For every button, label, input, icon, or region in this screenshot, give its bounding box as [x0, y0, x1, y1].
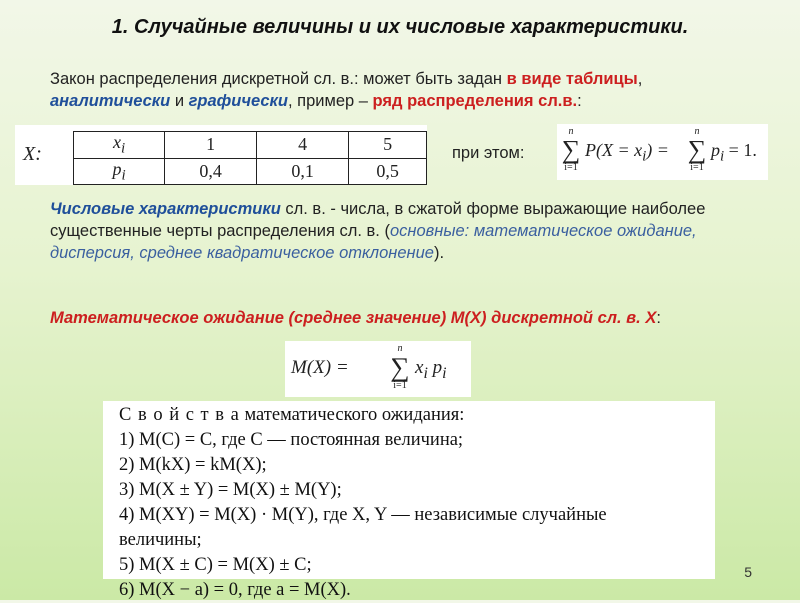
table-row-head-x: $x_i$ — [74, 132, 165, 159]
numchar-close: ). — [433, 244, 445, 262]
intro-analytic-phrase: аналитически — [50, 92, 171, 110]
properties-heading — [119, 403, 715, 428]
property-item: величины; — [119, 530, 202, 550]
distribution-table — [73, 131, 427, 185]
mx-lhs: M(X) = — [291, 357, 349, 378]
mx-sum-top: n — [397, 343, 403, 354]
properties-heading-rest: математического ожидания: — [239, 405, 465, 425]
property-item: 6) M(X − a) = 0, где a = M(X). — [119, 580, 351, 600]
table-var-label: X: — [23, 143, 42, 165]
sum-top-1: n — [568, 126, 574, 137]
property-item: 1) M(C) = C, где C — постоянная величина; — [119, 430, 464, 450]
sigma-icon: ∑ — [390, 352, 410, 382]
property-item: 2) M(kX) = kM(X); — [119, 455, 267, 475]
slide-title: 1. Случайные величины и их числовые характеристики. — [111, 16, 689, 38]
formula-sum-part: P(X = x — [585, 140, 643, 160]
formula-sum-part: ) = — [646, 140, 669, 160]
sum-bottom-1: i=1 — [564, 162, 578, 173]
sum-bottom-2: i=1 — [690, 162, 704, 173]
sigma-icon: ∑ — [687, 135, 707, 164]
table-cell: 4 — [257, 132, 349, 159]
intro-text-1: Закон распределения дискретной сл. в.: может быть задан — [50, 70, 507, 88]
numchar-term: Числовые характеристики — [50, 200, 281, 218]
condition-label: при этом: — [452, 144, 525, 162]
table-cell: 0,1 — [257, 158, 349, 185]
sigma-icon: ∑ — [561, 135, 581, 164]
expectation-colon: : — [656, 309, 661, 327]
properties-box — [103, 401, 715, 600]
intro-text-3: , — [637, 70, 643, 88]
table-cell: 5 — [349, 132, 427, 159]
formula-sum-part: p — [711, 140, 720, 160]
formula-sum-sub: i — [642, 148, 647, 165]
intro-text-5: и — [170, 92, 189, 110]
intro-paragraph — [50, 68, 760, 112]
expectation-heading — [50, 307, 750, 329]
table-cell: 0,4 — [165, 158, 257, 185]
mx-x: x — [415, 357, 424, 378]
page-number: 5 — [744, 564, 752, 580]
formula-sum-part: = 1. — [728, 140, 757, 160]
intro-table-phrase: в виде таблицы — [506, 70, 638, 88]
numchar-text: сл. в. - числа, в сжатой форме выражающие наиболее существенные черты распределения сл. в. ( — [50, 200, 706, 240]
expectation-term: Математическое ожидание (среднее значение) М(Х) дискретной сл. в. Х — [50, 309, 657, 327]
property-item: 5) M(X ± C) = M(X) ± C; — [119, 555, 312, 575]
intro-text-7: , пример – — [287, 92, 373, 110]
distribution-table-box — [15, 125, 427, 185]
table-row-head-p: $p_i$ — [74, 158, 165, 185]
properties-heading-spaced: С в о й с т в а — [119, 405, 240, 425]
property-item: 4) M(XY) = M(X) · M(Y), где X, Y — независимые случайные — [119, 505, 607, 525]
table-row — [74, 158, 427, 185]
mx-p-sub: i — [442, 364, 447, 382]
property-item: 3) M(X ± Y) = M(X) ± M(Y); — [119, 480, 342, 500]
intro-series-phrase: ряд распределения сл.в. — [372, 92, 578, 110]
intro-text-9: : — [577, 92, 582, 110]
formula-sum-sub: i — [720, 148, 725, 165]
mx-x-sub: i — [423, 364, 428, 382]
sum-top-2: n — [694, 126, 700, 137]
table-cell: 0,5 — [349, 158, 427, 185]
probability-sum-formula — [557, 124, 768, 180]
expectation-formula — [285, 341, 471, 397]
mx-p: p — [432, 357, 443, 378]
numchar-main-list: основные: математическое ожидание, дисперсия, среднее квадратическое отклонение — [50, 222, 697, 262]
table-row — [74, 132, 427, 159]
mx-sum-bottom: i=1 — [393, 380, 407, 391]
numeric-characteristics-paragraph — [50, 198, 750, 264]
table-cell: 1 — [165, 132, 257, 159]
intro-graphic-phrase: графически — [188, 92, 288, 110]
